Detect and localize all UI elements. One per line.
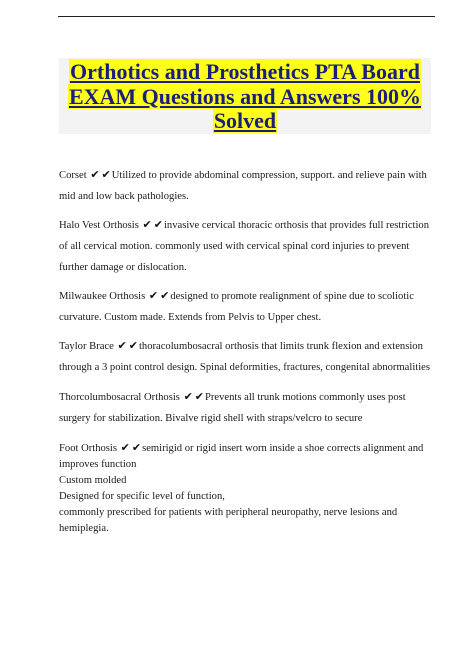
check-mark-icon: ✔ — [101, 168, 111, 181]
qa-entry-milwaukee — [59, 286, 435, 328]
check-mark-icon: ✔ — [194, 390, 205, 403]
check-mark-icon: ✔ — [183, 390, 193, 403]
qa-entry-thorcolumbosacral — [59, 387, 435, 429]
title-line-2: EXAM Questions and Answers 100% — [68, 83, 422, 109]
check-mark-icon: ✔ — [117, 339, 127, 352]
title-line-1: Orthotics and Prosthetics PTA Board — [70, 59, 420, 84]
title-block — [59, 58, 431, 134]
qa-entry-taylor-brace — [59, 336, 435, 378]
qa-entry-text — [59, 441, 435, 537]
qa-entry-text — [59, 387, 435, 429]
check-mark-icon: ✔ — [120, 441, 130, 454]
entry-extra-line: Custom molded — [59, 475, 127, 486]
entry-extra-line: Designed for specific level of function, — [59, 491, 225, 502]
entry-term: Thorcolumbosacral Orthosis — [59, 392, 180, 403]
check-mark-icon: ✔ — [153, 218, 163, 231]
check-mark-icon: ✔ — [160, 289, 170, 302]
document-title — [59, 60, 431, 134]
entry-definition: Prevents all trunk motions commonly uses post surgery for stabilization. Bivalve rigid shell with straps/velcro to secure — [59, 392, 406, 424]
entry-term: Halo Vest Orthosis — [59, 220, 139, 231]
qa-entry-text — [59, 286, 435, 328]
entry-term: Taylor Brace — [59, 341, 114, 352]
qa-entry-text — [59, 215, 435, 278]
qa-entry-text — [59, 336, 435, 378]
entry-extra-line: commonly prescribed for patients with peripheral neuropathy, nerve lesions and hemiplegia. — [59, 507, 398, 534]
check-mark-icon: ✔ — [142, 218, 152, 231]
title-line-3: Solved — [213, 108, 277, 133]
qa-entry-corset — [59, 165, 435, 207]
entry-term: Foot Orthosis — [59, 443, 117, 454]
check-mark-icon: ✔ — [148, 289, 159, 302]
qa-entry-foot-orthosis — [59, 441, 435, 537]
entry-definition: designed to promote realignment of spine due to scoliotic curvature. Custom made. Extends from Pelvis to Upper chest. — [59, 291, 414, 323]
entry-term: Corset — [59, 170, 87, 181]
entry-definition: semirigid or rigid insert worn inside a shoe corrects alignment and improves function — [59, 443, 424, 470]
check-mark-icon: ✔ — [128, 339, 138, 352]
entry-definition: Utilized to provide abdominal compression, support. and relieve pain with mid and low back pathologies. — [59, 170, 427, 202]
check-mark-icon: ✔ — [131, 441, 142, 454]
entry-definition: thoracolumbosacral orthosis that limits trunk flexion and extension through a 3 point control design. Spinal deformities, fractures, congenital abnormalities — [59, 341, 430, 373]
qa-entry-text — [59, 165, 435, 207]
entry-definition: invasive cervical thoracic orthosis that provides full restriction of all cervical motion. commonly used with cervical spinal cord injuries to prevent further damage or dislocation. — [59, 220, 430, 273]
check-mark-icon: ✔ — [90, 168, 100, 181]
entry-term: Milwaukee Orthosis — [59, 291, 146, 302]
qa-entry-halo-vest — [59, 215, 435, 278]
top-rule — [58, 16, 435, 17]
